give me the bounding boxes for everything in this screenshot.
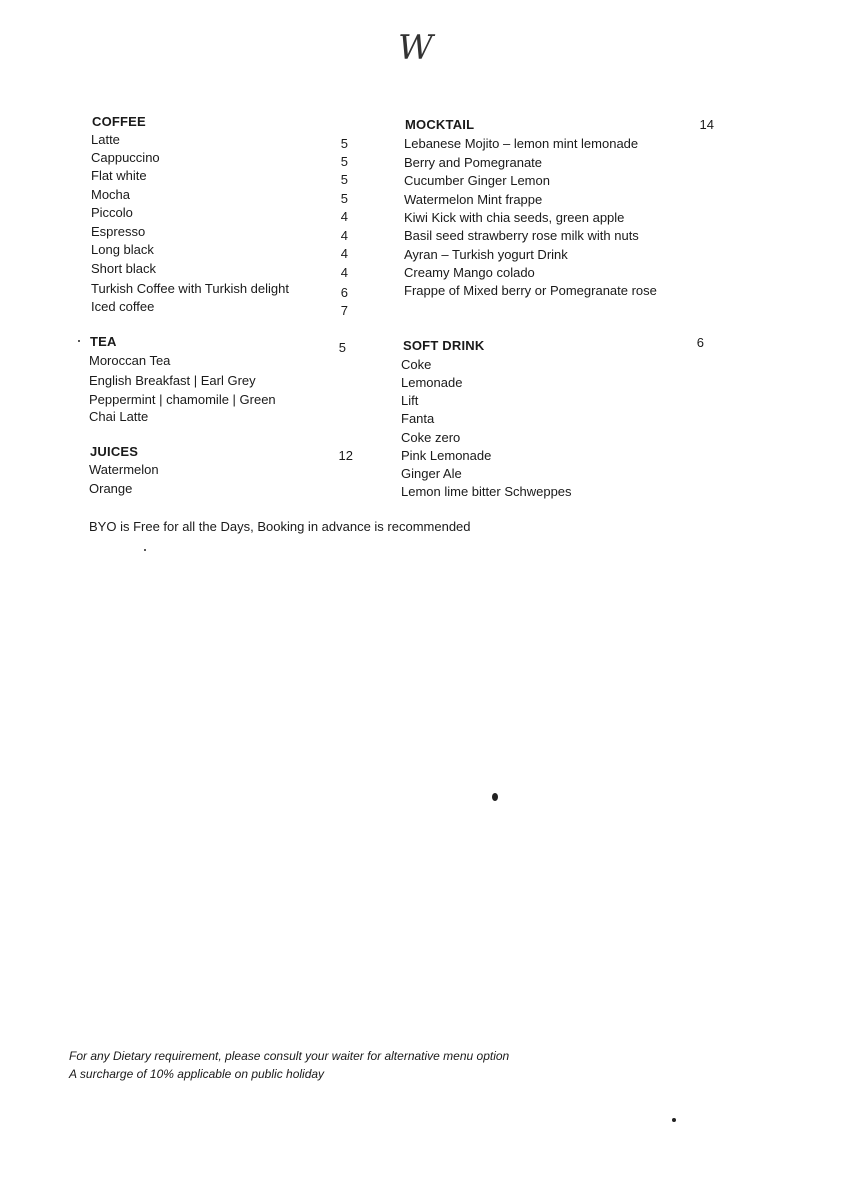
scan-speck bbox=[492, 793, 498, 801]
mocktail-heading: MOCKTAIL bbox=[405, 117, 475, 132]
logo-mark: W bbox=[398, 28, 433, 68]
mocktail-item: Creamy Mango colado bbox=[404, 265, 535, 280]
juices-heading: JUICES bbox=[90, 444, 139, 459]
mocktail-item: Cucumber Ginger Lemon bbox=[404, 173, 550, 188]
tea-item: Chai Latte bbox=[89, 409, 149, 424]
soft-drink-item: Coke zero bbox=[401, 430, 461, 445]
tea-heading: TEA bbox=[90, 334, 117, 349]
coffee-item: Espresso bbox=[91, 224, 146, 239]
restaurant-logo bbox=[398, 28, 450, 76]
tea-item: Moroccan Tea bbox=[89, 353, 171, 368]
item-price: 4 bbox=[340, 209, 348, 224]
mocktail-item: Berry and Pomegranate bbox=[404, 155, 543, 170]
coffee-item: Iced coffee bbox=[91, 299, 155, 314]
coffee-item: Short black bbox=[91, 261, 157, 276]
scan-speck bbox=[144, 549, 146, 551]
juice-item: Watermelon bbox=[89, 462, 159, 477]
tea-price: 5 bbox=[338, 340, 346, 355]
coffee-item: Latte bbox=[91, 132, 120, 147]
item-price: 4 bbox=[340, 265, 348, 280]
tea-item: English Breakfast | Earl Grey bbox=[89, 373, 256, 388]
byo-note: BYO is Free for all the Days, Booking in advance is recommended bbox=[89, 519, 471, 534]
soft-drink-heading: SOFT DRINK bbox=[403, 338, 485, 353]
item-price: 4 bbox=[340, 246, 348, 261]
coffee-item: Long black bbox=[91, 242, 154, 257]
item-price: 5 bbox=[340, 172, 348, 187]
mocktail-item: Frappe of Mixed berry or Pomegranate rose bbox=[404, 283, 657, 298]
mocktail-item: Ayran – Turkish yogurt Drink bbox=[404, 247, 568, 262]
soft-drink-item: Fanta bbox=[401, 411, 435, 426]
item-price: 5 bbox=[340, 136, 348, 151]
mocktail-item: Lebanese Mojito – lemon mint lemonade bbox=[404, 136, 639, 151]
soft-drink-item: Ginger Ale bbox=[401, 466, 462, 481]
coffee-item: Piccolo bbox=[91, 205, 133, 220]
item-price: 5 bbox=[340, 154, 348, 169]
juice-item: Orange bbox=[89, 481, 133, 496]
item-price: 4 bbox=[340, 228, 348, 243]
scan-speck bbox=[672, 1118, 676, 1122]
tea-item: Peppermint | chamomile | Green bbox=[89, 392, 276, 407]
surcharge-note: A surcharge of 10% applicable on public holiday bbox=[69, 1067, 325, 1081]
mocktail-price: 14 bbox=[699, 117, 714, 132]
soft-drink-item: Lift bbox=[401, 393, 419, 408]
mocktail-item: Kiwi Kick with chia seeds, green apple bbox=[404, 210, 625, 225]
coffee-item: Cappuccino bbox=[91, 150, 160, 165]
juices-price: 12 bbox=[338, 448, 353, 463]
item-price: 7 bbox=[340, 303, 348, 318]
soft-drink-item: Pink Lemonade bbox=[401, 448, 492, 463]
soft-drink-item: Lemonade bbox=[401, 375, 463, 390]
soft-drink-item: Lemon lime bitter Schweppes bbox=[401, 484, 572, 499]
coffee-item: Mocha bbox=[91, 187, 131, 202]
coffee-item: Flat white bbox=[91, 168, 147, 183]
dietary-note: For any Dietary requirement, please consult your waiter for alternative menu option bbox=[69, 1049, 510, 1063]
item-price: 6 bbox=[340, 285, 348, 300]
mocktail-item: Watermelon Mint frappe bbox=[404, 192, 543, 207]
coffee-heading: COFFEE bbox=[92, 114, 146, 129]
soft-drink-item: Coke bbox=[401, 357, 432, 372]
scan-speck bbox=[78, 340, 80, 342]
soft-drink-price: 6 bbox=[696, 335, 704, 350]
coffee-item: Turkish Coffee with Turkish delight bbox=[91, 281, 289, 296]
mocktail-item: Basil seed strawberry rose milk with nuts bbox=[404, 228, 639, 243]
item-price: 5 bbox=[340, 191, 348, 206]
